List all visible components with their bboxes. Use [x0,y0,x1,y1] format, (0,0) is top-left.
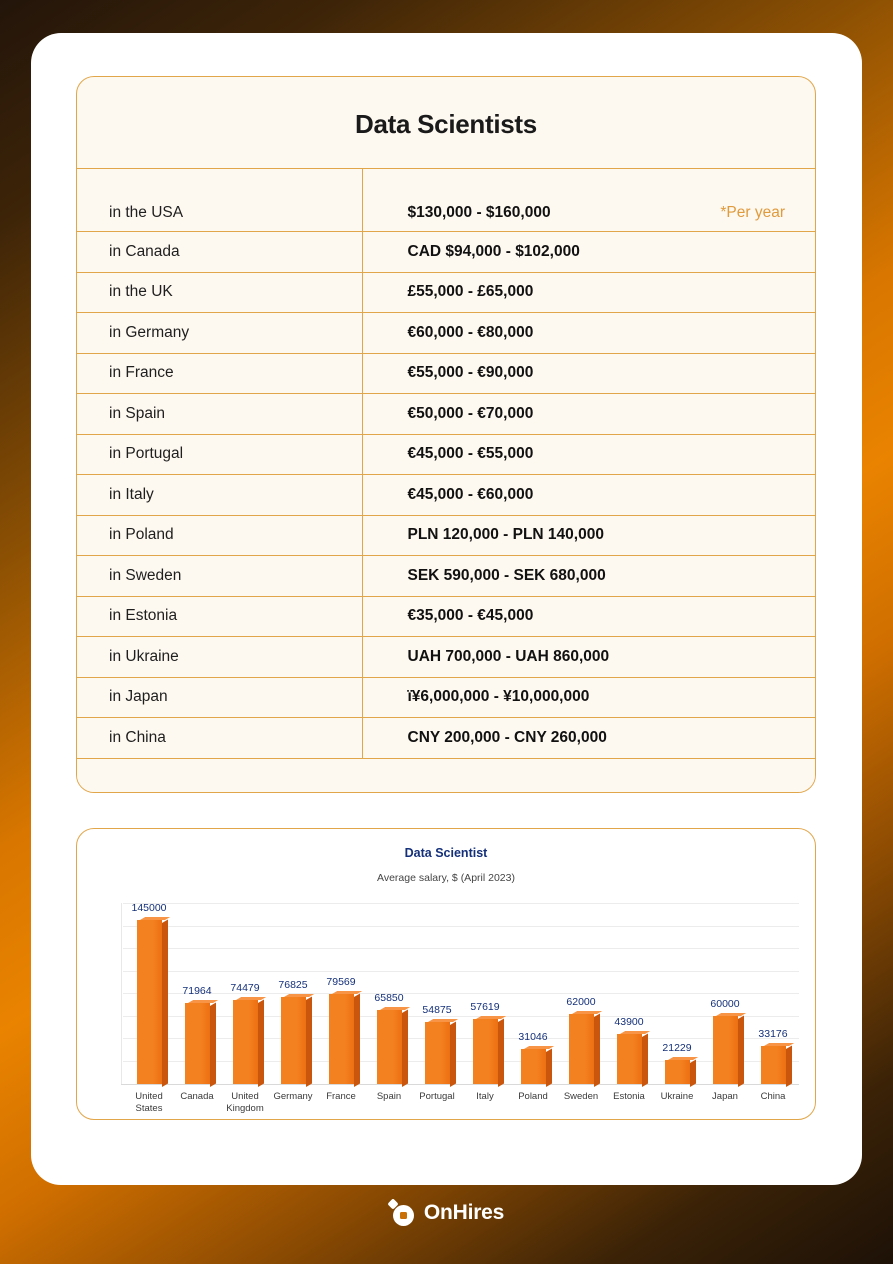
chart-bar-top [620,1031,650,1034]
chart-bar[interactable] [422,1004,452,1084]
chart-x-label: Italy [476,1091,494,1102]
table-cell-country: in the USA [77,169,362,232]
chart-x-label: Portugal [419,1091,455,1102]
chart-bar-face [617,1034,642,1084]
logo-ring-hole [400,1212,407,1219]
table-cell-salary: €45,000 - €55,000 [362,434,815,475]
chart-bar-slot [317,903,365,1084]
chart-bar-top [332,991,362,994]
chart-x-label: Estonia [613,1091,645,1102]
chart-bar-slot [749,903,797,1084]
table-cell-country: in the UK [77,272,362,313]
chart-bar-face [185,1003,210,1084]
chart-bar-value-label: 74479 [230,982,260,994]
table-cell-country: in Ukraine [77,637,362,678]
table-row [77,718,815,759]
chart-bar[interactable] [230,982,260,1084]
table-cell-salary: €60,000 - €80,000 [362,313,815,354]
table-row [77,637,815,678]
chart-bar[interactable] [278,979,308,1084]
table-cell-salary: CAD $94,000 - $102,000 [362,232,815,273]
chart-x-label: United States [135,1091,163,1114]
chart-bar-face [377,1010,402,1084]
chart-bar[interactable] [182,985,212,1084]
chart-bar-top [524,1046,554,1049]
chart-bar-side [354,994,360,1087]
chart-bar-top [188,1000,218,1003]
footer-brand [0,1200,893,1226]
chart-bar-slot [125,903,173,1084]
chart-title: Data Scientist [404,846,488,860]
chart-bar-face [473,1019,498,1084]
chart-bar-slot [509,903,557,1084]
table-cell-country: in Estonia [77,596,362,637]
salary-table-panel [76,76,816,793]
table-cell-salary: CNY 200,000 - CNY 260,000 [362,718,815,759]
table-row [77,596,815,637]
table-cell-salary: ï¥6,000,000 - ¥10,000,000 [362,677,815,718]
table-row [77,515,815,556]
chart-bar-face [329,994,354,1084]
chart-bar[interactable] [131,902,167,1084]
chart-bar-face [425,1022,450,1084]
salary-chart-panel [76,828,816,1120]
onhires-ring-icon [389,1200,415,1226]
chart-bar-side [690,1060,696,1087]
chart-y-axis [121,903,122,1084]
table-row [77,434,815,475]
chart-x-label: Sweden [563,1091,599,1102]
table-cell-salary: €50,000 - €70,000 [362,394,815,435]
chart-bar-side [786,1046,792,1087]
chart-bar[interactable] [326,976,356,1084]
table-cell-salary: €35,000 - €45,000 [362,596,815,637]
chart-bar-side [738,1016,744,1087]
chart-bar[interactable] [566,996,596,1084]
chart-x-label: France [326,1091,356,1102]
chart-x-label: Germany [273,1091,313,1102]
table-panel-footer [77,759,815,794]
chart-bar-face [233,1000,258,1084]
chart-bar-value-label: 76825 [278,979,308,991]
chart-bar-side [306,997,312,1087]
chart-bar-value-label: 79569 [326,976,356,988]
chart-x-labels [125,1091,797,1114]
table-row [77,677,815,718]
brand-name: OnHires [423,1201,505,1224]
per-year-note: *Per year [720,204,785,221]
salary-table [77,168,815,759]
chart-x-axis [121,1084,799,1085]
chart-bar-value-label: 71964 [182,985,212,997]
chart-bar[interactable] [518,1031,548,1084]
chart-bar-slot [269,903,317,1084]
chart-bar-slot [413,903,461,1084]
table-cell-salary: €45,000 - €60,000 [362,475,815,516]
chart-bar-slot [173,903,221,1084]
chart-bar-top [476,1016,506,1019]
chart-bar-slot [701,903,749,1084]
chart-x-label: Poland [518,1091,548,1102]
chart-bar-value-label: 145000 [131,902,167,914]
chart-bar-face [569,1014,594,1084]
chart-bar-value-label: 57619 [470,1001,500,1013]
chart-bar-face [761,1046,786,1084]
chart-x-label: Japan [712,1091,738,1102]
table-cell-salary: UAH 700,000 - UAH 860,000 [362,637,815,678]
chart-bar-slot [221,903,269,1084]
table-cell-country: in Italy [77,475,362,516]
chart-bar-slot [557,903,605,1084]
chart-bar[interactable] [710,998,740,1084]
table-cell-salary: SEK 590,000 - SEK 680,000 [362,556,815,597]
chart-bar-slot [653,903,701,1084]
chart-bar-slot [365,903,413,1084]
table-cell-salary: PLN 120,000 - PLN 140,000 [362,515,815,556]
table-cell-country: in Spain [77,394,362,435]
chart-bar[interactable] [374,992,404,1084]
table-row [77,232,815,273]
chart-bar[interactable] [614,1016,644,1084]
table-cell-country: in Sweden [77,556,362,597]
chart-bar-face [713,1016,738,1084]
chart-bar[interactable] [758,1028,788,1084]
chart-bar-side [642,1034,648,1087]
table-row [77,394,815,435]
chart-x-label: Ukraine [660,1091,694,1102]
chart-bar-side [402,1010,408,1087]
chart-bar-top [668,1057,698,1060]
chart-bar-value-label: 65850 [374,992,404,1004]
chart-bar-value-label: 31046 [518,1031,548,1043]
page-title: Data Scientists [355,109,537,139]
chart-bar-face [281,997,306,1084]
table-cell-country: in Japan [77,677,362,718]
chart-bar-top [236,997,266,1000]
chart-x-label: Spain [376,1091,402,1102]
chart-bar-face [521,1049,546,1084]
chart-bar-value-label: 43900 [614,1016,644,1028]
chart-bar-face [665,1060,690,1084]
table-cell-salary: £55,000 - £65,000 [362,272,815,313]
chart-bar-side [258,1000,264,1087]
table-row [77,556,815,597]
chart-bar-top [428,1019,458,1022]
chart-x-label: United Kingdom [226,1091,264,1114]
chart-subtitle: Average salary, $ (April 2023) [377,872,515,884]
table-cell-country: in China [77,718,362,759]
chart-bar-slot [605,903,653,1084]
chart-x-label: China [760,1091,786,1102]
chart-bar-value-label: 60000 [710,998,740,1010]
table-row [77,353,815,394]
chart-bars [125,903,797,1084]
chart-bar-side [546,1049,552,1087]
table-cell-country: in Portugal [77,434,362,475]
table-row [77,313,815,354]
chart-bar-value-label: 21229 [662,1042,692,1054]
table-cell-salary: $130,000 - $160,000 [362,169,815,232]
table-cell-salary: €55,000 - €90,000 [362,353,815,394]
table-row [77,169,815,232]
table-cell-country: in France [77,353,362,394]
chart-bar-top [764,1043,794,1046]
chart-bar-slot [461,903,509,1084]
chart-bar-side [210,1003,216,1087]
chart-bar-value-label: 54875 [422,1004,452,1016]
main-card [31,33,862,1185]
chart-bar-top [380,1007,410,1010]
table-row [77,475,815,516]
chart-bar-side [450,1022,456,1087]
chart-bar-side [594,1014,600,1087]
chart-bar-top [716,1013,746,1016]
table-row [77,272,815,313]
chart-plot-area [111,903,799,1115]
chart-bar-face [137,920,162,1084]
chart-bar-side [162,920,168,1087]
chart-bar-side [498,1019,504,1087]
chart-bar-top [140,917,170,920]
chart-bar-top [572,1011,602,1014]
chart-x-label: Canada [180,1091,214,1102]
chart-bar[interactable] [662,1042,692,1084]
chart-bar-value-label: 33176 [758,1028,788,1040]
chart-bar-top [284,994,314,997]
table-cell-country: in Canada [77,232,362,273]
chart-bar[interactable] [470,1001,500,1084]
table-cell-country: in Poland [77,515,362,556]
chart-bar-value-label: 62000 [566,996,596,1008]
table-cell-country: in Germany [77,313,362,354]
